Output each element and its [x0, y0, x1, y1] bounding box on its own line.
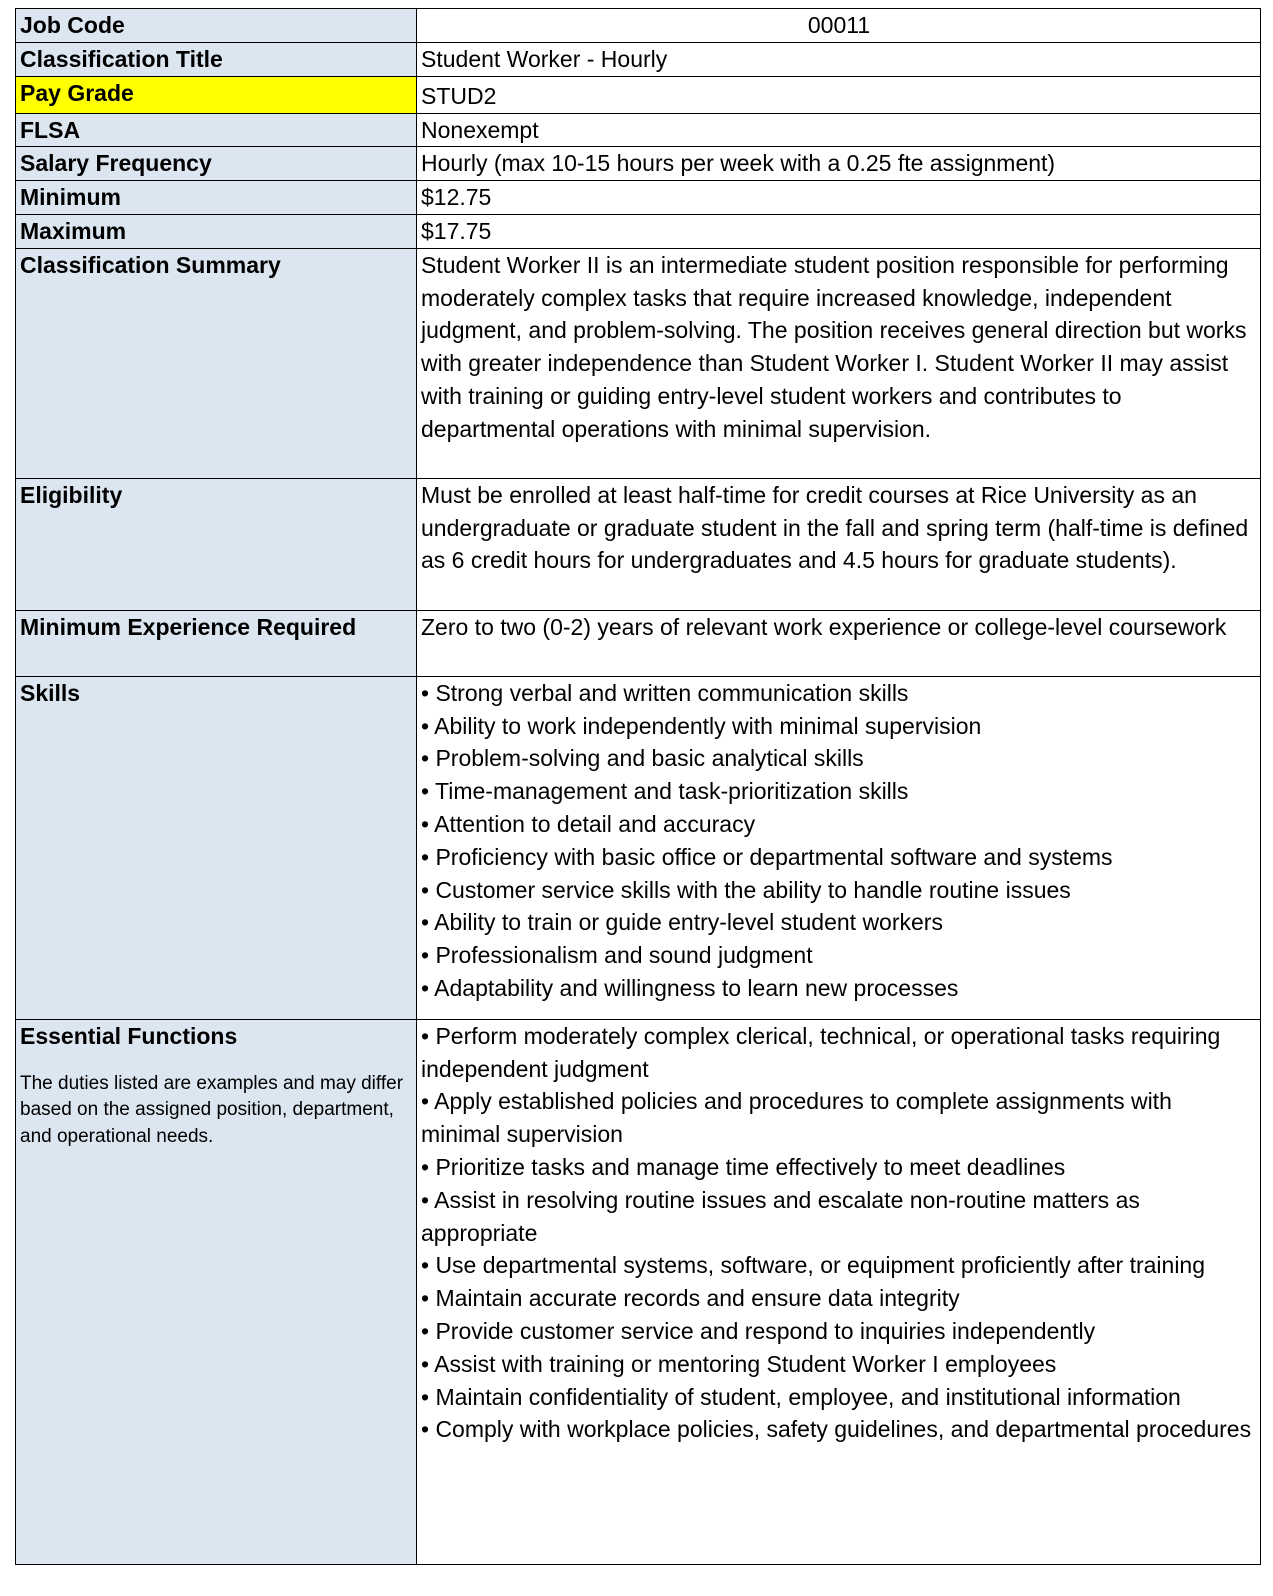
- function-item: • Prioritize tasks and manage time effectively to meet deadlines: [421, 1153, 1066, 1180]
- essential-functions-cell: [16, 1019, 417, 1564]
- job-code-label: Job Code: [16, 9, 417, 43]
- classification-summary-label: Classification Summary: [16, 248, 417, 478]
- pay-grade-value: STUD2: [417, 76, 1261, 113]
- salary-frequency-value: Hourly (max 10-15 hours per week with a 0.25 fte assignment): [417, 147, 1261, 181]
- eligibility-label: Eligibility: [16, 478, 417, 610]
- row-minimum: [16, 181, 1261, 215]
- row-essential-functions: [16, 1019, 1261, 1564]
- minimum-experience-label: Minimum Experience Required: [16, 610, 417, 676]
- essential-functions-label: Essential Functions: [20, 1022, 238, 1049]
- skills-item: • Problem-solving and basic analytical skills: [421, 745, 864, 772]
- function-item: • Assist in resolving routine issues and escalate non-routine matters as appropriate: [421, 1186, 1140, 1246]
- skills-item: • Customer service skills with the ability to handle routine issues: [421, 876, 1071, 903]
- function-item: • Use departmental systems, software, or equipment proficiently after training: [421, 1252, 1206, 1279]
- job-classification-table: [15, 8, 1261, 1565]
- maximum-value: $17.75: [417, 214, 1261, 248]
- flsa-label: FLSA: [16, 113, 417, 147]
- row-salary-frequency: [16, 147, 1261, 181]
- row-classification-summary: [16, 248, 1261, 478]
- row-skills: [16, 676, 1261, 1019]
- function-item: • Maintain accurate records and ensure data integrity: [421, 1285, 960, 1312]
- eligibility-value: Must be enrolled at least half-time for credit courses at Rice University as an undergraduate or graduate student in the fall and spring term (half-time is defined as 6 credit hours for undergraduates and 4.5 hours for graduate students).: [417, 478, 1261, 610]
- skills-item: • Proficiency with basic office or departmental software and systems: [421, 843, 1113, 870]
- function-item: • Maintain confidentiality of student, employee, and institutional information: [421, 1383, 1181, 1410]
- classification-title-label: Classification Title: [16, 42, 417, 76]
- function-item: • Provide customer service and respond to inquiries independently: [421, 1317, 1096, 1344]
- row-minimum-experience: [16, 610, 1261, 676]
- function-item: • Apply established policies and procedures to complete assignments with minimal supervision: [421, 1088, 1172, 1148]
- skills-item: • Ability to work independently with minimal supervision: [421, 712, 982, 739]
- essential-functions-note: The duties listed are examples and may differ based on the assigned position, department, and operational needs.: [20, 1072, 404, 1147]
- skills-item: • Professionalism and sound judgment: [421, 942, 813, 969]
- row-job-code: [16, 9, 1261, 43]
- row-pay-grade: [16, 76, 1261, 113]
- row-flsa: [16, 113, 1261, 147]
- maximum-label: Maximum: [16, 214, 417, 248]
- function-item: • Comply with workplace policies, safety guidelines, and departmental procedures: [421, 1416, 1252, 1443]
- essential-functions-list: [417, 1019, 1261, 1564]
- function-item: • Perform moderately complex clerical, technical, or operational tasks requiring independent judgment: [421, 1022, 1221, 1082]
- classification-title-value: Student Worker - Hourly: [417, 42, 1261, 76]
- skills-label: Skills: [16, 676, 417, 1019]
- skills-item: • Time-management and task-prioritization skills: [421, 778, 909, 805]
- classification-summary-value: Student Worker II is an intermediate student position responsible for performing moderately complex tasks that require increased knowledge, independent judgment, and problem-solving. The position receives general direction but works with greater independence than Student Worker I. Student Worker II may assist with training or guiding entry-level student workers and contributes to departmental operations with minimal supervision.: [417, 248, 1261, 478]
- function-item: • Assist with training or mentoring Student Worker I employees: [421, 1350, 1057, 1377]
- row-maximum: [16, 214, 1261, 248]
- pay-grade-label: Pay Grade: [16, 76, 417, 113]
- minimum-label: Minimum: [16, 181, 417, 215]
- job-code-value: 00011: [417, 9, 1261, 43]
- skills-item: • Attention to detail and accuracy: [421, 810, 756, 837]
- minimum-value: $12.75: [417, 181, 1261, 215]
- flsa-value: Nonexempt: [417, 113, 1261, 147]
- skills-list: [417, 676, 1261, 1019]
- salary-frequency-label: Salary Frequency: [16, 147, 417, 181]
- row-eligibility: [16, 478, 1261, 610]
- skills-item: • Adaptability and willingness to learn new processes: [421, 974, 959, 1001]
- minimum-experience-value: Zero to two (0-2) years of relevant work experience or college-level coursework: [417, 610, 1261, 676]
- skills-item: • Ability to train or guide entry-level student workers: [421, 909, 943, 936]
- skills-item: • Strong verbal and written communication skills: [421, 679, 909, 706]
- row-classification-title: [16, 42, 1261, 76]
